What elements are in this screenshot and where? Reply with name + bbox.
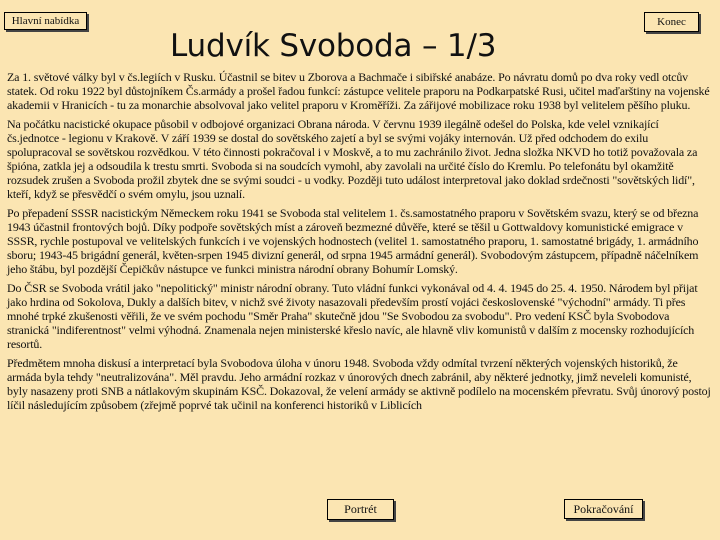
article-body xyxy=(7,70,713,417)
end-button[interactable]: Konec xyxy=(644,12,699,32)
paragraph-minister: Do ČSR se Svoboda vrátil jako "nepolitický" ministr národní obrany. Tuto vládní funkci vykonával od 4. 4. 1945 do 25. 4. 1950. Národem byl přijat jako hrdina od Sokolova, Dukly a dalších bitev, v nichž své životy nasazovali především prostí vojáci československé "východní" armády. Ti přes mnohé trpké zkušenosti věřili, že ve svém pochodu "Směr Praha" skutečně jdou "Se Svobodou za svobodu". Pro vedení KSČ byla Svobodova stranická "indiferentnost" velmi výhodná. Znamenala nejen ministerské křeslo navíc, ale hlavně vliv komunistů v dalším z mocensky rozhodujících resortů. xyxy=(7,281,698,351)
paragraph-occupation: Na počátku nacistické okupace působil v odbojové organizaci Obrana národa. V červnu 1939 ilegálně odešel do Polska, kde velel vznikající čs.jednotce - legionu v Krakově. V září 1939 se dostal do sovětského zajetí a byl se svými vojáky internován. Už před odchodem do exilu spolupracoval se sovětskou rozvědkou. V této činnosti pokračoval i v Moskvě, a to mu zachránilo život. Jedna složka NKVD ho totiž považovala za špióna, zatkla jej a odsoudila k trestu smrti. Svoboda si na soudcích vymohl, aby zavolali na určité číslo do Kremlu. Po telefonátu byl okamžitě rozsudek zrušen a Svoboda prožil zbytek dne se svými soudci - u vodky. Později tuto událost interpretoval jako doklad srdečnosti "sovětských lidí", kteří, když se přesvědčí o svém omylu, jsou uznalí. xyxy=(7,117,698,201)
main-menu-button[interactable]: Hlavní nabídka xyxy=(4,12,87,30)
paragraph-ussr-war: Po přepadení SSSR nacistickým Německem roku 1941 se Svoboda stal velitelem 1. čs.samostatného praporu v Sovětském svazu, který se od března 1943 účastnil frontových bojů. Díky podpoře sovětských míst a zároveň bezmezné důvěře, které se těšil u Gottwaldovy komunistické emigrace v SSSR, rychle postupoval ve velitelských funkcích i ve vojenských hodnostech (velitel 1. samostatného praporu, 1. samostatné brigády, 1. armádního sboru; 1943-45 brigádní generál, květen-srpen 1945 divizní generál, od srpna 1945 armádní generál). Svobodovým zástupcem, případně náčelníkem jeho štábu, byl pozdější Čepičkův nástupce ve funkci ministra národní obrany Bohumír Lomský. xyxy=(7,206,699,276)
paragraph-february-1948: Předmětem mnoha diskusí a interpretací byla Svobodova úloha v únoru 1948. Svoboda vždy odmítal tvrzení některých vojenských historiků, že armáda byla tehdy "neutralizována". Měl pravdu. Jeho armádní rozkaz v únorových dnech zabránil, aby některé jednotky, jimž neveleli komunisté, byly nasazeny proti SNB a nátlakovým skupinám KSČ. Dokazoval, že velení armády se aktivně podílelo na mocenském převratu. Svůj únorový postoj líčil následujícím způsobem (zřejmě poprvé tak učinil na konferenci historiků v Liblicích xyxy=(7,356,711,412)
portrait-button[interactable]: Portrét xyxy=(327,499,394,520)
page-title: Ludvík Svoboda – 1/3 xyxy=(170,28,497,64)
continue-button[interactable]: Pokračování xyxy=(564,499,643,519)
paragraph-legions: Za 1. světové války byl v čs.legiích v Rusku. Účastnil se bitev u Zborova a Bachmače i sibiřské anabáze. Po návratu domů po dva roky vedl otcův statek. Od roku 1922 byl důstojníkem Čs.armády a prošel řadou funkcí: zástupce velitele praporu na Podkarpatské Rusi, učitel maďarštiny na vojenské akademii v Hranicích - tu za monarchie absolvoval jako velitel praporu v Kroměříži. Za zářijové mobilizace roku 1938 byl velitelem pěšího pluku. xyxy=(7,70,710,112)
